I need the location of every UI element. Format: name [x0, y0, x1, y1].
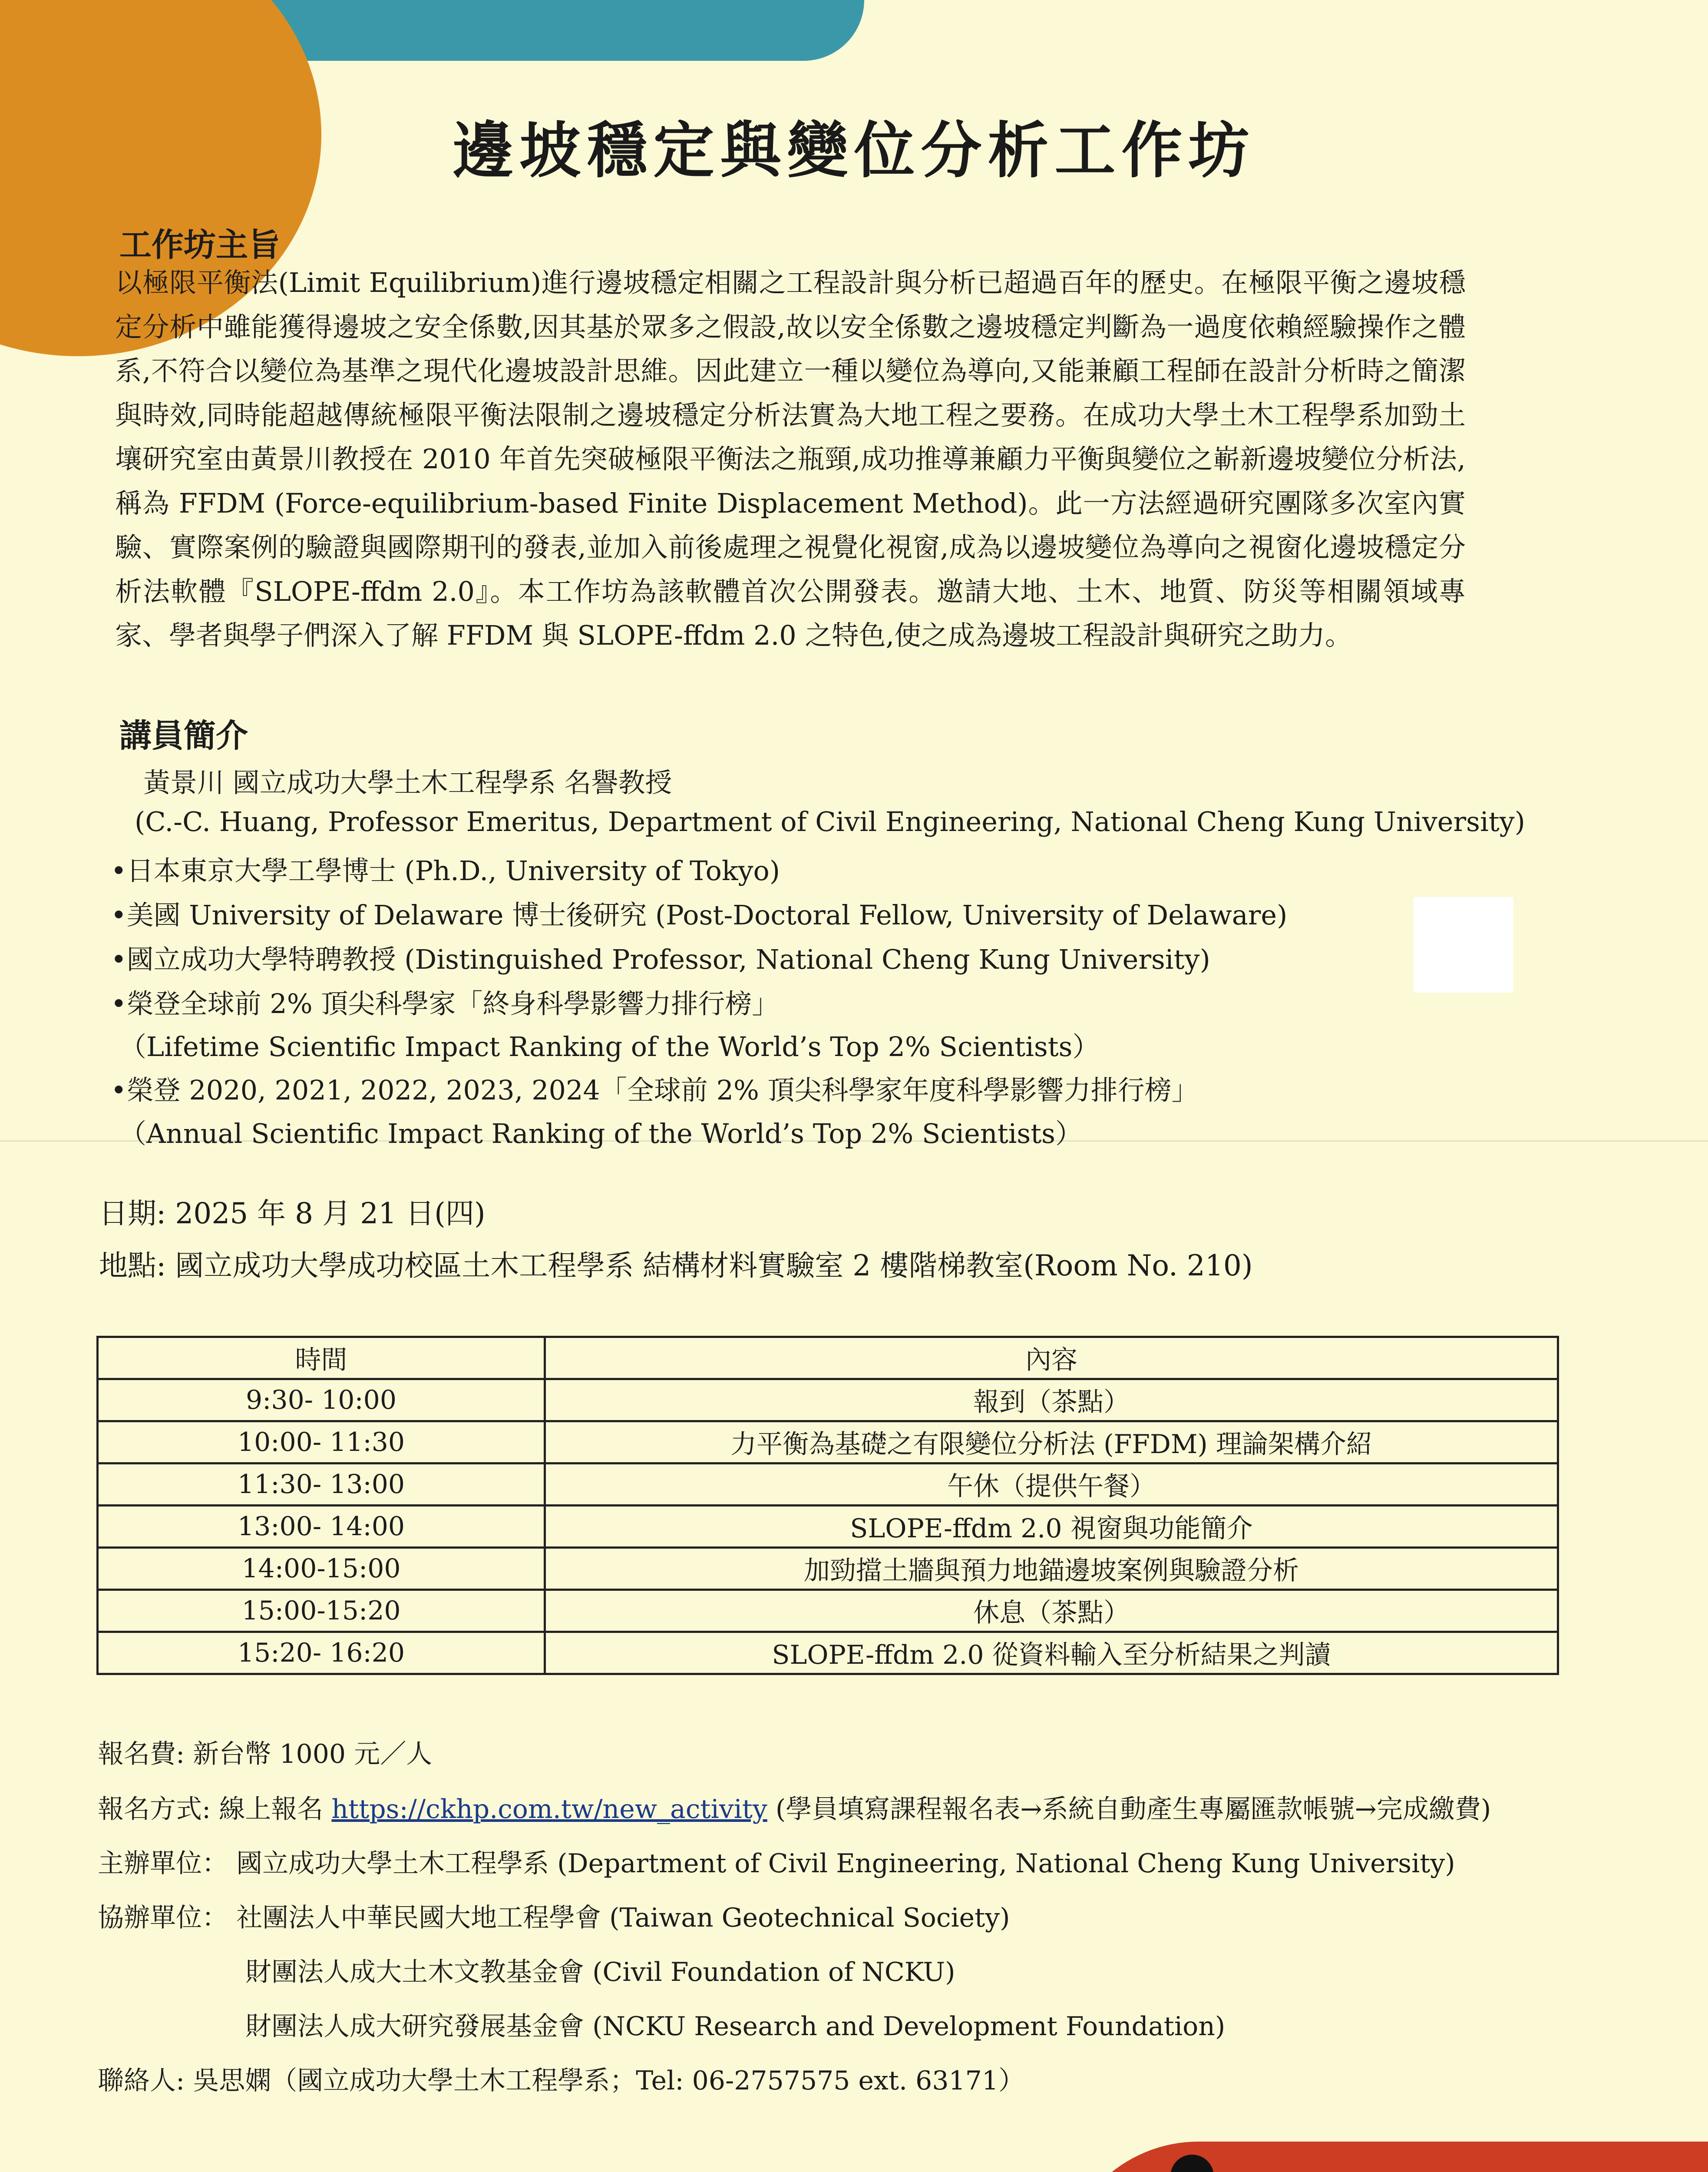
venue-label: 地點:: [99, 1249, 166, 1282]
host-value: 國立成功大學土木工程學系 (Department of Civil Engineering, National Cheng Kung University): [236, 1848, 1455, 1879]
co-organizer-value: 財團法人成大土木文教基金會 (Civil Foundation of NCKU): [245, 1957, 955, 1987]
method-note: (學員填寫課程報名表→系統自動產生專屬匯款帳號→完成繳費): [775, 1794, 1491, 1824]
content-cell: SLOPE-ffdm 2.0 視窗與功能簡介: [545, 1506, 1558, 1548]
time-cell: 14:00-15:00: [98, 1548, 545, 1590]
table-header-row: [98, 1337, 1558, 1379]
time-cell: 9:30- 10:00: [98, 1379, 545, 1421]
speaker-credential: •美國 University of Delaware 博士後研究 (Post-Doctoral Fellow, University of Delaware): [111, 899, 1288, 931]
content-cell: SLOPE-ffdm 2.0 從資料輸入至分析結果之判讀: [545, 1632, 1558, 1674]
registration-link[interactable]: https://ckhp.com.tw/new_activity: [331, 1794, 767, 1824]
content-cell: 加勁擋土牆與預力地錨邊坡案例與驗證分析: [545, 1548, 1558, 1590]
content-cell: 午休（提供午餐）: [545, 1463, 1558, 1506]
content-cell: 休息（茶點）: [545, 1590, 1558, 1632]
method-label: 報名方式:: [98, 1794, 211, 1824]
content-cell: 力平衡為基礎之有限變位分析法 (FFDM) 理論架構介紹: [545, 1421, 1558, 1463]
co-organizer-label: 協辦單位：: [98, 1903, 228, 1933]
table-row: [98, 1506, 1558, 1548]
event-venue: [99, 1242, 1253, 1284]
page-title: 邊坡穩定與變位分析工作坊: [453, 115, 1255, 186]
time-cell: 10:00- 11:30: [98, 1421, 545, 1463]
speaker-credential: （Lifetime Scientific Impact Ranking of the World’s Top 2% Scientists）: [119, 1031, 1100, 1063]
speaker-heading: 講員簡介: [119, 717, 248, 755]
content-cell: 報到（茶點）: [545, 1379, 1558, 1421]
table-row: [98, 1632, 1558, 1674]
venue-value: 國立成功大學成功校區土木工程學系 結構材料實驗室 2 樓階梯教室(Room No. 210): [175, 1249, 1253, 1282]
table-row: [98, 1421, 1558, 1463]
speaker-credential: •日本東京大學工學博士 (Ph.D., University of Tokyo): [111, 855, 780, 887]
speaker-credential: •榮登 2020, 2021, 2022, 2023, 2024「全球前 2% 頂尖科學家年度科學影響力排行榜」: [111, 1074, 1199, 1106]
fee-label: 報名費:: [98, 1739, 185, 1769]
white-patch: [1414, 897, 1513, 993]
column-header: 時間: [98, 1337, 545, 1379]
contact-row: [98, 2060, 1024, 2097]
co-organizer-row: [98, 1897, 1010, 1934]
purpose-heading: 工作坊主旨: [119, 226, 280, 264]
red-corner-shape: [1060, 2142, 1708, 2172]
fee-value: 新台幣 1000 元／人: [193, 1739, 433, 1769]
date-label: 日期:: [99, 1197, 166, 1230]
time-cell: 11:30- 13:00: [98, 1463, 545, 1506]
table-row: [98, 1463, 1558, 1506]
co-organizer-row: [245, 2006, 1225, 2043]
co-organizer-value: 社團法人中華民國大地工程學會 (Taiwan Geotechnical Society): [236, 1903, 1010, 1933]
speaker-name-en: (C.-C. Huang, Professor Emeritus, Department of Civil Engineering, National Cheng Kung University): [135, 806, 1525, 838]
speaker-credential: （Annual Scientific Impact Ranking of the World’s Top 2% Scientists）: [119, 1118, 1082, 1149]
time-cell: 15:00-15:20: [98, 1590, 545, 1632]
fee-row: [98, 1733, 432, 1771]
host-label: 主辦單位：: [98, 1848, 228, 1879]
speaker-credential: •國立成功大學特聘教授 (Distinguished Professor, National Cheng Kung University): [111, 944, 1210, 975]
table-row: [98, 1379, 1558, 1421]
co-organizer-row: [245, 1951, 955, 1989]
time-cell: 15:20- 16:20: [98, 1632, 545, 1674]
speaker-name: 黃景川 國立成功大學土木工程學系 名譽教授: [143, 767, 672, 798]
co-organizer-value: 財團法人成大研究發展基金會 (NCKU Research and Development Foundation): [245, 2011, 1226, 2042]
table-row: [98, 1548, 1558, 1590]
speaker-credential: •榮登全球前 2% 頂尖科學家「終身科學影響力排行榜」: [111, 988, 779, 1020]
registration-method-row: [98, 1788, 1491, 1826]
schedule-table: [96, 1336, 1559, 1675]
event-date: [99, 1190, 486, 1232]
purpose-paragraph: 以極限平衡法(Limit Equilibrium)進行邊坡穩定相關之工程設計與分析已超過百年的歷史。在極限平衡之邊坡穩定分析中雖能獲得邊坡之安全係數,因其基於眾多之假設,故以安全係數之邊坡穩定判斷為一過度依賴經驗操作之體系,不符合以變位為基準之現代化邊坡設計思維。因此建立一種以變位為導向,又能兼顧工程師在設計分析時之簡潔與時效,同時能超越傳統極限平衡法限制之邊坡穩定分析法實為大地工程之要務。在成功大學土木工程學系加勁土壤研究室由黃景川教授在 2010 年首先突破極限平衡法之瓶頸,成功推導兼顧力平衡與變位之嶄新邊坡變位分析法,稱為 FFDM (Force-equilibrium-based Finite Displacement Method)。此一方法經過研究團隊多次室內實驗、實際案例的驗證與國際期刊的發表,並加入前後處理之視覺化視窗,成為以邊坡變位為導向之視窗化邊坡穩定分析法軟體『SLOPE-ffdm 2.0』。本工作坊為該軟體首次公開發表。邀請大地、土木、地質、防災等相關領域專家、學者與學子們深入了解 FFDM 與 SLOPE-ffdm 2.0 之特色,使之成為邊坡工程設計與研究之助力。: [115, 267, 1466, 651]
method-prefix: 線上報名: [219, 1794, 324, 1824]
host-row: [98, 1843, 1455, 1880]
date-value: 2025 年 8 月 21 日(四): [175, 1197, 486, 1230]
column-header: 內容: [545, 1337, 1558, 1379]
time-cell: 13:00- 14:00: [98, 1506, 545, 1548]
contact-label: 聯絡人:: [98, 2066, 185, 2096]
contact-value: 吳思嫻（國立成功大學土木工程學系；Tel: 06-2757575 ext. 63171）: [193, 2066, 1025, 2096]
table-row: [98, 1590, 1558, 1632]
